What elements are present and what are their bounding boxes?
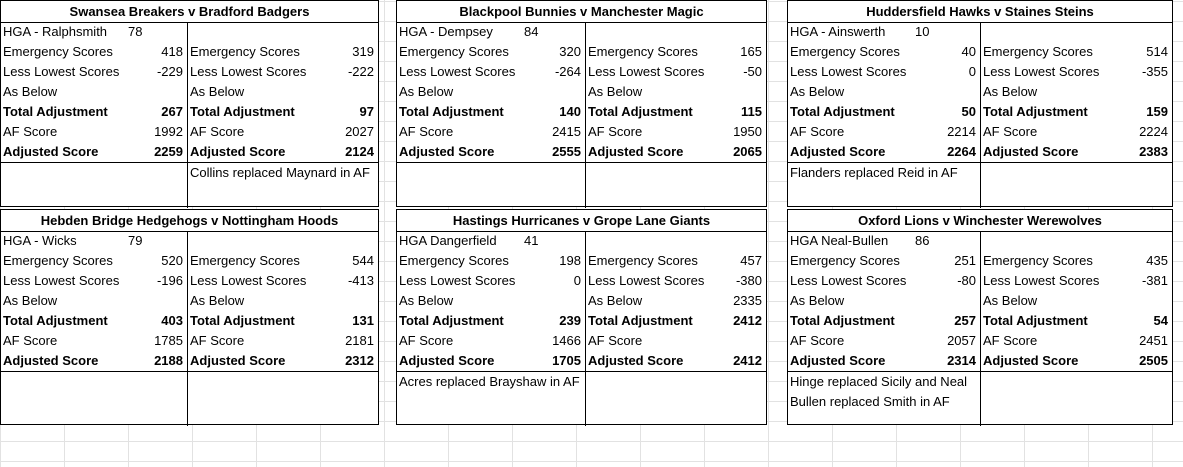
emergency-away-value[interactable]: 319	[352, 44, 374, 59]
less-lowest-label-cell[interactable]: Less Lowest Scores	[588, 64, 705, 79]
adjusted-score-away-value[interactable]: 2412	[733, 353, 762, 368]
hga-value-cell[interactable]: 78	[128, 24, 143, 39]
total-adjustment-label-cell[interactable]: Total Adjustment	[190, 104, 295, 119]
less-lowest-label-cell[interactable]: Less Lowest Scores	[3, 273, 120, 288]
adjusted-score-label-cell[interactable]: Adjusted Score	[588, 144, 684, 159]
adjusted-score-away-value[interactable]: 2312	[345, 353, 374, 368]
af-score-label-cell[interactable]: AF Score	[790, 333, 845, 348]
less-lowest-home-value[interactable]: -229	[156, 64, 183, 79]
note-home[interactable]	[1, 372, 187, 425]
total-adjustment-home-value[interactable]: 140	[559, 104, 581, 119]
hga-label-cell[interactable]: HGA - Dempsey	[399, 24, 493, 39]
match-block	[396, 0, 767, 207]
total-adjustment-away-value[interactable]: 159	[1146, 104, 1168, 119]
emergency-home-value[interactable]: 40	[961, 44, 976, 59]
total-adjustment-home-value[interactable]: 267	[161, 104, 183, 119]
note-home[interactable]	[1, 163, 187, 207]
less-lowest-label-cell[interactable]: Less Lowest Scores	[399, 273, 516, 288]
adjusted-score-home-value[interactable]: 2314	[947, 353, 976, 368]
total-adjustment-label-cell[interactable]: Total Adjustment	[588, 313, 693, 328]
note-away[interactable]	[586, 372, 766, 425]
as-below-home-value[interactable]	[522, 291, 585, 311]
emergency-label-cell[interactable]: Emergency Scores	[190, 253, 300, 268]
af-score-away-value[interactable]: 2224	[1139, 124, 1168, 139]
adjusted-score-label-cell[interactable]: Adjusted Score	[3, 144, 99, 159]
note-away[interactable]	[586, 163, 766, 207]
af-score-label-cell[interactable]: AF Score	[790, 124, 845, 139]
total-adjustment-away-value[interactable]: 131	[352, 313, 374, 328]
note-away[interactable]	[981, 163, 1172, 207]
adjusted-score-label-cell[interactable]: Adjusted Score	[588, 353, 684, 368]
total-adjustment-label-cell[interactable]: Total Adjustment	[190, 313, 295, 328]
hga-value-cell[interactable]: 10	[915, 24, 930, 39]
total-adjustment-away-value[interactable]: 54	[1153, 313, 1168, 328]
emergency-home-value[interactable]: 320	[559, 44, 581, 59]
total-adjustment-label-cell[interactable]: Total Adjustment	[983, 313, 1088, 328]
hga-label-cell[interactable]: HGA - Wicks	[3, 233, 77, 248]
adjusted-score-home-value[interactable]: 1705	[552, 353, 581, 368]
hga-value-cell[interactable]: 41	[524, 233, 539, 248]
af-score-label-cell[interactable]: AF Score	[3, 124, 58, 139]
as-below-home-value[interactable]	[126, 291, 187, 311]
less-lowest-home-value[interactable]: -196	[156, 273, 183, 288]
less-lowest-label-cell[interactable]: Less Lowest Scores	[790, 64, 907, 79]
af-score-home-value[interactable]: 2415	[552, 124, 581, 139]
as-below-label-cell[interactable]: As Below	[983, 293, 1038, 308]
adjusted-score-label-cell[interactable]: Adjusted Score	[399, 353, 495, 368]
match-block	[0, 0, 379, 207]
adjusted-score-away-value[interactable]: 2383	[1139, 144, 1168, 159]
less-lowest-away-value[interactable]: -380	[735, 273, 762, 288]
af-score-label-cell[interactable]: AF Score	[983, 124, 1038, 139]
total-adjustment-away-value[interactable]: 115	[741, 104, 762, 119]
adjusted-score-label-cell[interactable]: Adjusted Score	[3, 353, 99, 368]
as-below-away-value[interactable]	[715, 82, 766, 102]
total-adjustment-label-cell[interactable]: Total Adjustment	[3, 313, 108, 328]
total-adjustment-label-cell[interactable]: Total Adjustment	[790, 313, 895, 328]
less-lowest-away-value[interactable]: -50	[743, 64, 762, 79]
hga-label-cell[interactable]: HGA Neal-Bullen	[790, 233, 889, 248]
match-title[interactable]: Hastings Hurricanes v Grope Lane Giants	[397, 210, 766, 232]
emergency-label-cell[interactable]: Emergency Scores	[399, 44, 509, 59]
as-below-label-cell[interactable]: As Below	[790, 84, 845, 99]
emergency-label-cell[interactable]: Emergency Scores	[790, 44, 900, 59]
less-lowest-away-value[interactable]: -381	[1141, 273, 1168, 288]
match-block	[787, 209, 1173, 425]
as-below-away-value[interactable]	[315, 291, 378, 311]
note-home[interactable]: Flanders replaced Reid in AF	[790, 165, 958, 180]
as-below-away-value[interactable]: 2335	[733, 293, 762, 308]
emergency-label-cell[interactable]: Emergency Scores	[983, 44, 1093, 59]
adjusted-score-label-cell[interactable]: Adjusted Score	[190, 144, 286, 159]
as-below-away-value[interactable]	[1106, 291, 1172, 311]
less-lowest-home-value[interactable]: -264	[554, 64, 581, 79]
match-title[interactable]: Blackpool Bunnies v Manchester Magic	[397, 1, 766, 23]
af-score-label-cell[interactable]: AF Score	[588, 124, 643, 139]
adjusted-score-label-cell[interactable]: Adjusted Score	[983, 144, 1079, 159]
adjusted-score-home-value[interactable]: 2264	[947, 144, 976, 159]
af-score-home-value[interactable]: 1785	[154, 333, 183, 348]
match-block	[0, 209, 379, 425]
af-score-away-value[interactable]: 1950	[733, 124, 762, 139]
af-score-home-value[interactable]: 1466	[552, 333, 581, 348]
total-adjustment-away-value[interactable]: 2412	[733, 313, 762, 328]
emergency-label-cell[interactable]: Emergency Scores	[588, 253, 698, 268]
as-below-label-cell[interactable]: As Below	[983, 84, 1038, 99]
as-below-home-value[interactable]	[913, 291, 980, 311]
less-lowest-away-value[interactable]: -355	[1141, 64, 1168, 79]
match-title[interactable]: Swansea Breakers v Bradford Badgers	[1, 1, 378, 23]
total-adjustment-label-cell[interactable]: Total Adjustment	[588, 104, 693, 119]
emergency-label-cell[interactable]: Emergency Scores	[588, 44, 698, 59]
note-home[interactable]: Hinge replaced Sicily and Neal Bullen replaced Smith in AF	[790, 374, 968, 409]
af-score-home-value[interactable]: 2214	[947, 124, 976, 139]
less-lowest-home-value[interactable]: 0	[573, 273, 581, 288]
as-below-label-cell[interactable]: As Below	[399, 84, 454, 99]
as-below-label-cell[interactable]: As Below	[588, 84, 643, 99]
as-below-home-value[interactable]	[913, 82, 980, 102]
af-score-label-cell[interactable]: AF Score	[3, 333, 58, 348]
hga-value-cell[interactable]: 86	[915, 233, 930, 248]
af-score-label-cell[interactable]: AF Score	[399, 333, 454, 348]
af-score-label-cell[interactable]: AF Score	[399, 124, 454, 139]
as-below-home-value[interactable]	[522, 82, 585, 102]
note-home[interactable]: Acres replaced Brayshaw in AF	[399, 374, 580, 389]
emergency-away-value[interactable]: 544	[352, 253, 374, 268]
as-below-label-cell[interactable]: As Below	[190, 293, 245, 308]
match-title[interactable]: Huddersfield Hawks v Staines Steins	[788, 1, 1172, 23]
less-lowest-label-cell[interactable]: Less Lowest Scores	[588, 273, 705, 288]
af-score-label-cell[interactable]: AF Score	[588, 333, 643, 348]
emergency-label-cell[interactable]: Emergency Scores	[983, 253, 1093, 268]
less-lowest-label-cell[interactable]: Less Lowest Scores	[983, 273, 1100, 288]
total-adjustment-away-value[interactable]: 97	[359, 104, 374, 119]
hga-value-cell[interactable]: 84	[524, 24, 539, 39]
adjusted-score-label-cell[interactable]: Adjusted Score	[190, 353, 286, 368]
match-block	[396, 209, 767, 425]
af-score-away-value[interactable]: 2451	[1139, 333, 1168, 348]
match-title[interactable]: Hebden Bridge Hedgehogs v Nottingham Hoods	[1, 210, 378, 232]
adjusted-score-label-cell[interactable]: Adjusted Score	[399, 144, 495, 159]
af-score-label-cell[interactable]: AF Score	[190, 124, 245, 139]
adjusted-score-home-value[interactable]: 2259	[154, 144, 183, 159]
adjusted-score-away-value[interactable]: 2065	[733, 144, 762, 159]
less-lowest-home-value[interactable]: -80	[957, 273, 976, 288]
less-lowest-label-cell[interactable]: Less Lowest Scores	[190, 273, 307, 288]
as-below-label-cell[interactable]: As Below	[790, 293, 845, 308]
emergency-away-value[interactable]: 457	[740, 253, 762, 268]
total-adjustment-home-value[interactable]: 50	[961, 104, 976, 119]
note-away[interactable]: Collins replaced Maynard in AF	[190, 165, 370, 180]
total-adjustment-label-cell[interactable]: Total Adjustment	[983, 104, 1088, 119]
emergency-home-value[interactable]: 520	[161, 253, 183, 268]
less-lowest-home-value[interactable]: 0	[968, 64, 976, 79]
emergency-away-value[interactable]: 435	[1146, 253, 1168, 268]
emergency-home-value[interactable]: 198	[559, 253, 581, 268]
as-below-away-value[interactable]	[315, 82, 378, 102]
emergency-label-cell[interactable]: Emergency Scores	[3, 253, 113, 268]
af-score-label-cell[interactable]: AF Score	[983, 333, 1038, 348]
note-away[interactable]	[188, 372, 378, 425]
as-below-home-value[interactable]	[126, 82, 187, 102]
af-score-away-value[interactable]: 2027	[345, 124, 374, 139]
adjusted-score-away-value[interactable]: 2505	[1139, 353, 1168, 368]
as-below-label-cell[interactable]: As Below	[190, 84, 245, 99]
hga-label-cell[interactable]: HGA - Ralphsmith	[3, 24, 108, 39]
less-lowest-away-value[interactable]: -413	[347, 273, 374, 288]
emergency-away-value[interactable]: 165	[740, 44, 762, 59]
note-home[interactable]	[397, 163, 585, 207]
total-adjustment-label-cell[interactable]: Total Adjustment	[399, 104, 504, 119]
less-lowest-label-cell[interactable]: Less Lowest Scores	[790, 273, 907, 288]
less-lowest-label-cell[interactable]: Less Lowest Scores	[399, 64, 516, 79]
as-below-label-cell[interactable]: As Below	[3, 84, 58, 99]
emergency-label-cell[interactable]: Emergency Scores	[790, 253, 900, 268]
less-lowest-label-cell[interactable]: Less Lowest Scores	[983, 64, 1100, 79]
match-block	[787, 0, 1173, 207]
less-lowest-label-cell[interactable]: Less Lowest Scores	[190, 64, 307, 79]
as-below-label-cell[interactable]: As Below	[399, 293, 454, 308]
match-title[interactable]: Oxford Lions v Winchester Werewolves	[788, 210, 1172, 232]
as-below-away-value[interactable]	[1106, 82, 1172, 102]
total-adjustment-label-cell[interactable]: Total Adjustment	[3, 104, 108, 119]
af-score-away-value[interactable]	[715, 331, 766, 351]
af-score-label-cell[interactable]: AF Score	[190, 333, 245, 348]
adjusted-score-label-cell[interactable]: Adjusted Score	[983, 353, 1079, 368]
adjusted-score-home-value[interactable]: 2555	[552, 144, 581, 159]
af-score-away-value[interactable]: 2181	[345, 333, 374, 348]
total-adjustment-label-cell[interactable]: Total Adjustment	[790, 104, 895, 119]
less-lowest-label-cell[interactable]: Less Lowest Scores	[3, 64, 120, 79]
as-below-label-cell[interactable]: As Below	[588, 293, 643, 308]
emergency-home-value[interactable]: 418	[161, 44, 183, 59]
af-score-home-value[interactable]: 1992	[154, 124, 183, 139]
total-adjustment-home-value[interactable]: 403	[161, 313, 183, 328]
less-lowest-away-value[interactable]: -222	[347, 64, 374, 79]
af-score-home-value[interactable]: 2057	[947, 333, 976, 348]
total-adjustment-home-value[interactable]: 239	[559, 313, 581, 328]
emergency-label-cell[interactable]: Emergency Scores	[190, 44, 300, 59]
adjusted-score-label-cell[interactable]: Adjusted Score	[790, 353, 886, 368]
adjusted-score-home-value[interactable]: 2188	[154, 353, 183, 368]
total-adjustment-label-cell[interactable]: Total Adjustment	[399, 313, 504, 328]
note-away[interactable]	[981, 372, 1172, 425]
emergency-home-value[interactable]: 251	[954, 253, 976, 268]
emergency-label-cell[interactable]: Emergency Scores	[399, 253, 509, 268]
hga-label-cell[interactable]: HGA Dangerfield	[399, 233, 497, 248]
hga-label-cell[interactable]: HGA - Ainswerth	[790, 24, 886, 39]
as-below-label-cell[interactable]: As Below	[3, 293, 58, 308]
adjusted-score-label-cell[interactable]: Adjusted Score	[790, 144, 886, 159]
adjusted-score-away-value[interactable]: 2124	[345, 144, 374, 159]
emergency-label-cell[interactable]: Emergency Scores	[3, 44, 113, 59]
total-adjustment-home-value[interactable]: 257	[954, 313, 976, 328]
emergency-away-value[interactable]: 514	[1146, 44, 1168, 59]
hga-value-cell[interactable]: 79	[128, 233, 143, 248]
